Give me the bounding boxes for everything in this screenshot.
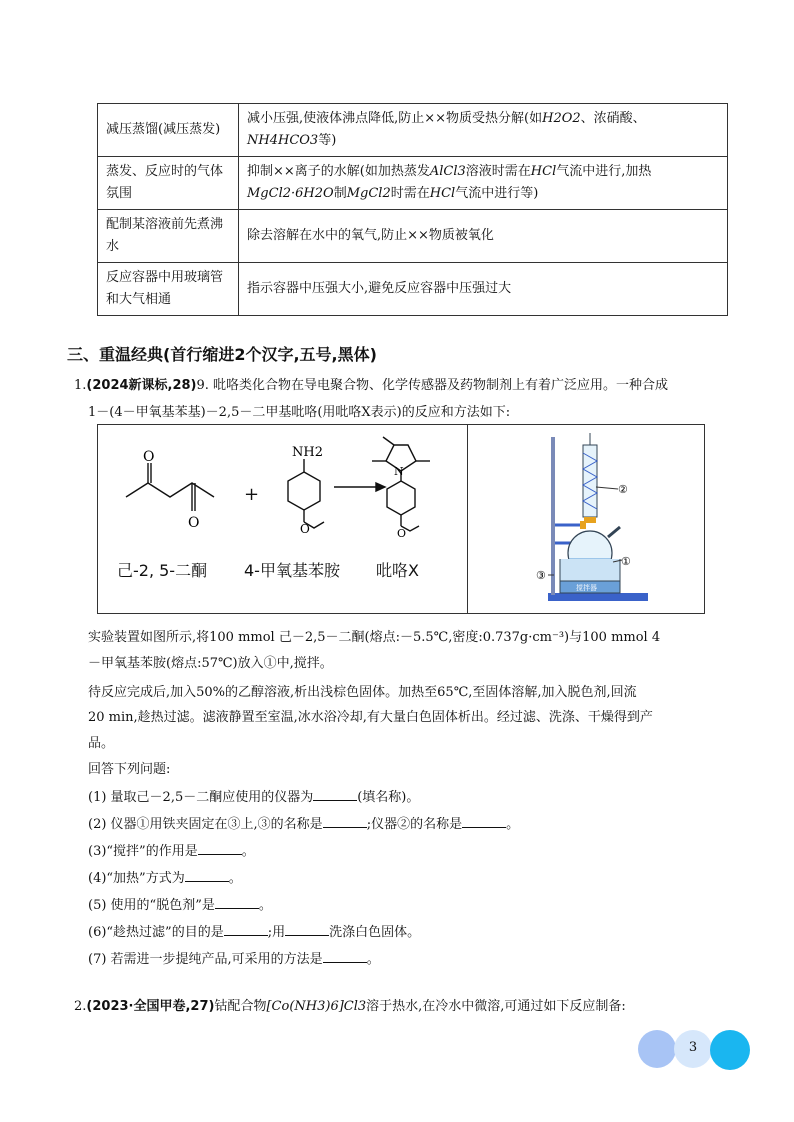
- text: 。: [506, 817, 520, 832]
- text: 气流中进行等): [455, 186, 539, 201]
- answer-blank[interactable]: [313, 788, 357, 801]
- table-cell-purpose: [239, 157, 728, 210]
- table-cell-operation: 配制某溶液前先煮沸水: [98, 210, 239, 263]
- question-2-line-1: [74, 995, 626, 1014]
- joint-clip: [584, 517, 596, 523]
- plus-sign: +: [244, 484, 260, 505]
- nitrogen-label: N: [394, 465, 404, 478]
- apparatus-diagram: [468, 425, 702, 612]
- label-pyrrole-x: 吡咯X: [376, 561, 419, 580]
- formula: MgCl2: [346, 186, 391, 201]
- table-cell-operation: 减压蒸馏(减压蒸发): [98, 104, 239, 157]
- label-hexanedione: 己-2, 5-二酮: [117, 561, 208, 580]
- reaction-scheme: [98, 425, 466, 555]
- question-source: (2023·全国甲卷,27): [86, 999, 215, 1014]
- stirrer-label: 搅拌器: [576, 584, 597, 592]
- table-cell-purpose: [239, 104, 728, 157]
- text: 时需在: [390, 186, 430, 201]
- page-number: 3: [688, 1040, 698, 1055]
- text: 气流中进行,加热: [556, 164, 652, 179]
- stand-rod: [551, 437, 555, 595]
- label-3: ③: [536, 569, 546, 582]
- table-row: [98, 210, 728, 263]
- table-cell-purpose: 除去溶解在水中的氧气,防止××物质被氧化: [239, 210, 728, 263]
- formula: NH4HCO3: [247, 133, 319, 148]
- pyrrole-x-structure: [372, 437, 430, 531]
- section-heading: 三、重温经典(首行缩进2个汉字,五号,黑体): [67, 345, 377, 364]
- paragraph: 20 min,趁热过滤。滤液静置至室温,冰水浴冷却,有大量白色固体析出。经过滤、洗涤、干燥得到产: [88, 710, 653, 725]
- answer-blank[interactable]: [323, 950, 367, 963]
- subquestion-7: [88, 948, 380, 967]
- text: 。: [228, 871, 242, 886]
- text: 溶液时需在: [465, 164, 531, 179]
- text: 减小压强,使液体沸点降低,防止××物质受热分解(如: [247, 111, 543, 126]
- oxygen-label: O: [143, 449, 155, 465]
- label-1: ①: [621, 555, 631, 568]
- table-row: [98, 104, 728, 157]
- formula: AlCl3: [429, 164, 466, 179]
- answer-blank[interactable]: [215, 896, 259, 909]
- pointer-line: [596, 487, 618, 489]
- question-number: 1.: [74, 378, 87, 393]
- water-bath: [560, 559, 620, 581]
- paragraph: －甲氧基苯胺(熔点:57℃)放入①中,搅拌。: [88, 656, 333, 671]
- page-badge-circle: [638, 1030, 676, 1068]
- text: 抑制××离子的水解(如加热蒸发: [247, 164, 430, 179]
- subquestion-4: [88, 867, 242, 886]
- subquestion-5: [88, 894, 272, 913]
- table-cell-purpose: 指示容器中压强大小,避免反应容器中压强过大: [239, 263, 728, 316]
- formula: [Co(NH3)6]Cl3: [266, 999, 367, 1014]
- formula: H2O2: [542, 111, 581, 126]
- table-row: [98, 157, 728, 210]
- text: 洗涤白色固体。: [329, 925, 421, 940]
- subquestion-6: [88, 921, 420, 940]
- answer-blank[interactable]: [462, 815, 506, 828]
- page-badge-circle: [710, 1030, 750, 1070]
- table-cell-operation: 反应容器中用玻璃管和大气相通: [98, 263, 239, 316]
- answer-blank[interactable]: [224, 923, 268, 936]
- formula: MgCl2·6H2O: [247, 186, 334, 201]
- oxygen-label: O: [188, 515, 200, 531]
- stand-base: [548, 593, 648, 601]
- paragraph: 回答下列问题:: [88, 762, 171, 777]
- nh2-label: NH2: [292, 445, 323, 460]
- text: ;用: [267, 925, 286, 940]
- subquestion-3: [88, 840, 255, 859]
- formula: HCl: [429, 186, 456, 201]
- table-cell-operation: 蒸发、反应时的气体氛围: [98, 157, 239, 210]
- label-2: ②: [618, 483, 628, 496]
- oxygen-label: O: [397, 527, 407, 540]
- text: (3)“搅拌”的作用是: [88, 844, 198, 859]
- text: 溶于热水,在冷水中微溶,可通过如下反应制备:: [366, 999, 626, 1014]
- operations-table: [97, 103, 728, 316]
- text: 。: [241, 844, 255, 859]
- answer-blank[interactable]: [323, 815, 367, 828]
- subquestion-2: [88, 813, 519, 832]
- text: 。: [366, 952, 380, 967]
- formula: HCl: [530, 164, 557, 179]
- text: (6)“趁热过滤”的目的是: [88, 925, 224, 940]
- text: 制: [333, 186, 347, 201]
- answer-blank[interactable]: [185, 869, 229, 882]
- methoxyaniline-structure: [288, 459, 324, 528]
- text: 等): [318, 133, 337, 148]
- question-1-line-2: 1－(4－甲氧基苯基)－2,5－二甲基吡咯(用吡咯X表示)的反应和方法如下:: [88, 405, 511, 420]
- paragraph: 品。: [88, 736, 115, 751]
- subquestion-1: [88, 786, 419, 805]
- table-row: [98, 263, 728, 316]
- oxygen-label: O: [300, 522, 310, 536]
- text: (1) 量取己－2,5－二酮应使用的仪器为: [88, 790, 314, 805]
- reaction-arrow: [334, 483, 385, 491]
- question-1-line-1: [74, 374, 668, 393]
- paragraph: 实验装置如图所示,将100 mmol 己－2,5－二酮(熔点:－5.5℃,密度:0.737g·cm⁻³)与100 mmol 4: [88, 630, 661, 645]
- text: 钴配合物: [214, 999, 267, 1014]
- text: 、浓硝酸、: [580, 111, 646, 126]
- text: (5) 使用的“脱色剂”是: [88, 898, 215, 913]
- text: (填名称)。: [357, 790, 420, 805]
- text: 9. 吡咯类化合物在导电聚合物、化学传感器及药物制剂上有着广泛应用。一种合成: [196, 378, 669, 393]
- paragraph: 待反应完成后,加入50%的乙醇溶液,析出浅棕色固体。加热至65℃,至固体溶解,加入脱色剂,回流: [88, 685, 637, 700]
- text: (2) 仪器①用铁夹固定在③上,③的名称是: [88, 817, 323, 832]
- question-source: (2024新课标,28): [86, 378, 197, 393]
- text: 。: [258, 898, 272, 913]
- side-neck: [608, 527, 620, 537]
- hexanedione-structure: [126, 463, 214, 511]
- question-number: 2.: [74, 999, 87, 1014]
- answer-blank[interactable]: [285, 923, 329, 936]
- text: (4)“加热”方式为: [88, 871, 185, 886]
- label-methoxyaniline: 4-甲氧基苯胺: [244, 561, 340, 580]
- text: ;仪器②的名称是: [366, 817, 463, 832]
- answer-blank[interactable]: [198, 842, 242, 855]
- text: (7) 若需进一步提纯产品,可采用的方法是: [88, 952, 323, 967]
